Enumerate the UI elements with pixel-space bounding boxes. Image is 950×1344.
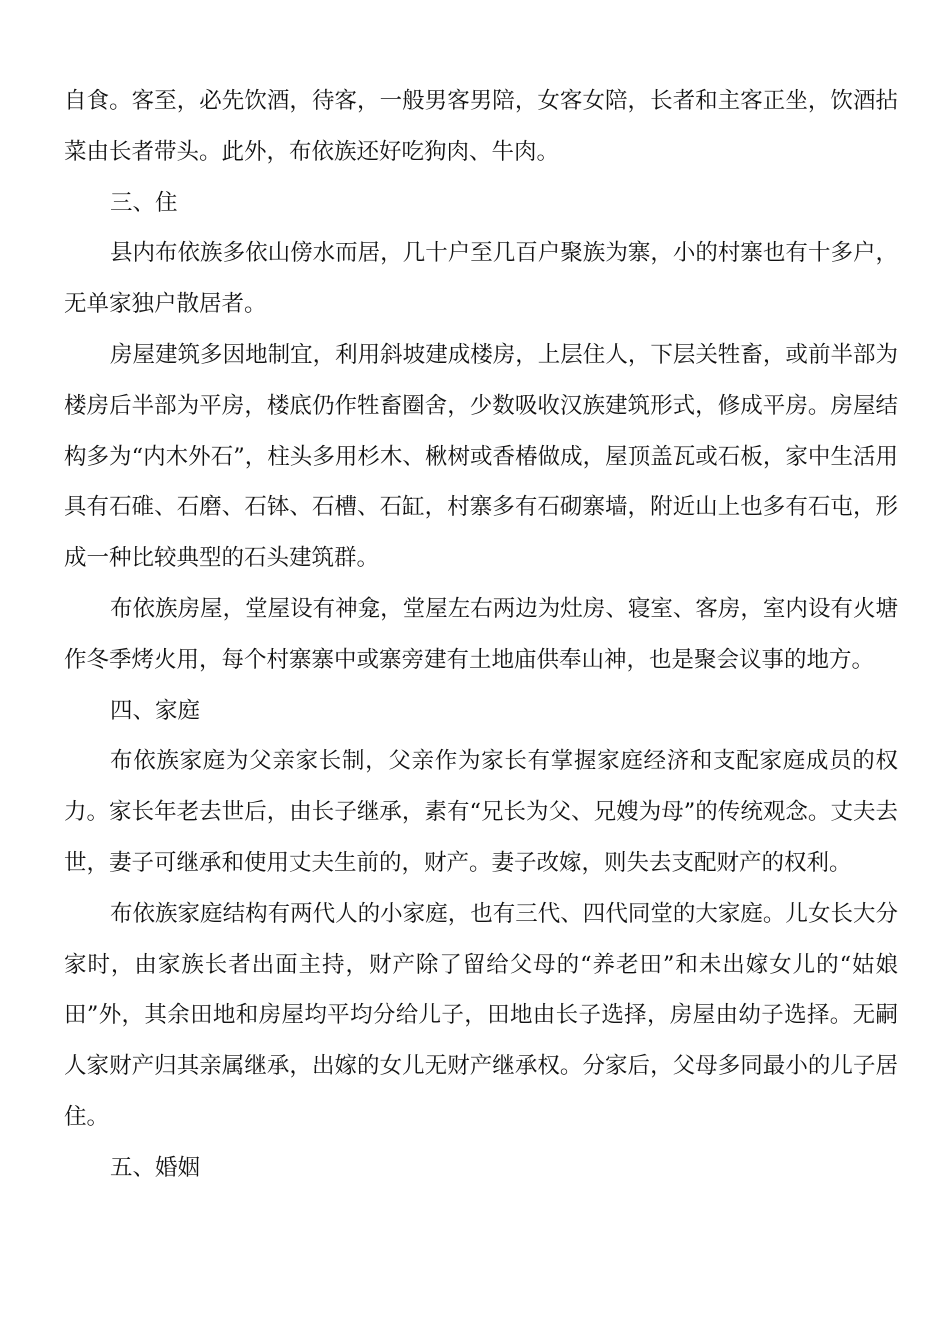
paragraph-patriarchy: 布依族家庭为父亲家长制，父亲作为家长有掌握家庭经济和支配家庭成员的权力。家长年老去世后，由长子继承，素有“兄长为父、兄嫂为母”的传统观念。丈夫去世，妻子可继承和使用丈夫生前的，财产。妻子改嫁，则失去支配财产的权利。 <box>64 748 898 876</box>
paragraph-house-construction: 房屋建筑多因地制宜，利用斜坡建成楼房，上层住人，下层关牲畜，或前半部为楼房后半部为平房，楼底仍作牲畜圈舍，少数吸收汉族建筑形式，修成平房。房屋结构多为“内木外石”，柱头多用杉木、楸树或香椿做成，屋顶盖瓦或石板，家中生活用具有石碓、石磨、石钵、石槽、石缸，村寨多有石砌寨墙，附近山上也多有石屯，形成一种比较典型的石头建筑群。 <box>64 341 898 572</box>
paragraph-house-layout: 布依族房屋，堂屋设有神龛，堂屋左右两边为灶房、寝室、客房，室内设有火塘作冬季烤火用，每个村寨寨中或寨旁建有土地庙供奉山神，也是聚会议事的地方。 <box>64 595 898 673</box>
section-heading-marriage: 五、婚姻 <box>110 1154 201 1181</box>
document-body <box>64 76 898 1194</box>
paragraph-food-continued: 自食。客至，必先饮酒，待客，一般男客男陪，女客女陪，长者和主客正坐，饮酒拈菜由长者带头。此外，布依族还好吃狗肉、牛肉。 <box>64 88 898 165</box>
paragraph-family-structure: 布依族家庭结构有两代人的小家庭，也有三代、四代同堂的大家庭。儿女长大分家时，由家族长者出面主持，财产除了留给父母的“养老田”和未出嫁女儿的“姑娘田”外，其余田地和房屋均平均分给儿子，田地由长子选择，房屋由幼子选择。无嗣人家财产归其亲属继承，出嫁的女儿无财产继承权。分家后，父母多同最小的儿子居住。 <box>64 900 898 1130</box>
section-heading-housing: 三、住 <box>110 189 178 216</box>
paragraph-settlement: 县内布依族多依山傍水而居，几十户至几百户聚族为寨，小的村寨也有十多户，无单家独户散居者。 <box>64 240 898 318</box>
section-heading-family: 四、家庭 <box>110 697 201 724</box>
